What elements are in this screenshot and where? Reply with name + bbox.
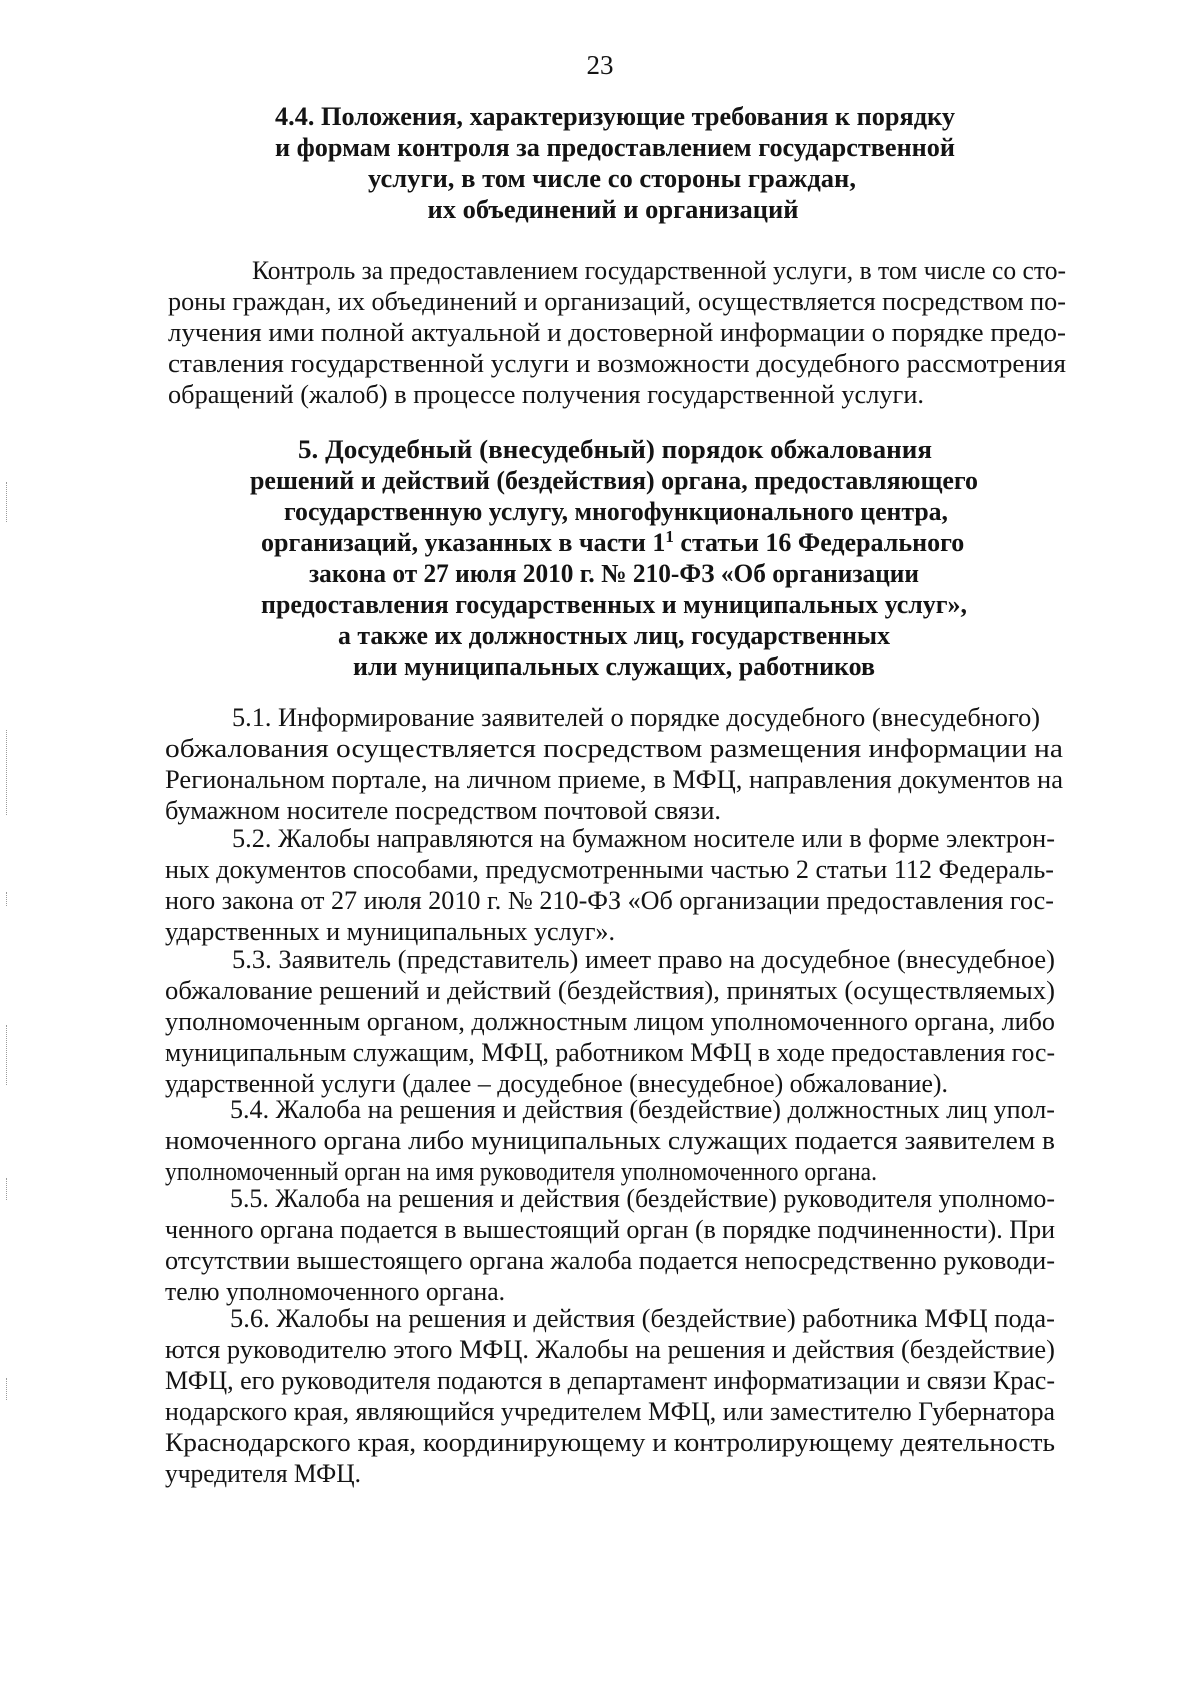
margin-scan-mark xyxy=(6,482,8,522)
paragraph-line: лучения ими полной актуальной и достоверной информации о порядке предо- xyxy=(168,318,1066,347)
margin-scan-mark xyxy=(6,1378,8,1400)
paragraph-line: ударственной услуги (далее – досудебное (внесудебное) обжалование). xyxy=(165,1069,948,1098)
paragraph-line: 5.5. Жалоба на решения и действия (бездействие) руководителя уполномо- xyxy=(230,1184,1055,1213)
paragraph-line: МФЦ, его руководителя подаются в департамент информатизации и связи Крас- xyxy=(165,1366,1055,1395)
heading-line: предоставления государственных и муниципальных услуг», xyxy=(261,590,967,619)
paragraph-line: учредителя МФЦ. xyxy=(165,1459,361,1488)
paragraph-line: обращений (жалоб) в процессе получения государственной услуги. xyxy=(168,380,924,409)
heading-line: а также их должностных лиц, государственных xyxy=(338,621,890,650)
paragraph-line: Краснодарского края, координирующему и контролирующему деятельность xyxy=(165,1428,1055,1457)
paragraph-line: 5.2. Жалобы направляются на бумажном носителе или в форме электрон- xyxy=(232,824,1055,853)
paragraph-line: ченного органа подается в вышестоящий орган (в порядке подчиненности). При xyxy=(165,1215,1055,1244)
paragraph-line: отсутствии вышестоящего органа жалоба подается непосредственно руководи- xyxy=(165,1246,1055,1275)
paragraph-line: обжалование решений и действий (бездействия), принятых (осуществляемых) xyxy=(165,976,1055,1005)
heading-text: организаций, указанных в части 1 xyxy=(261,528,666,557)
heading-line: 5. Досудебный (внесудебный) порядок обжалования xyxy=(298,435,932,464)
paragraph-line: нодарского края, являющийся учредителем МФЦ, или заместителю Губернатора xyxy=(165,1397,1055,1426)
margin-scan-mark xyxy=(6,1178,8,1200)
paragraph-line: Региональном портале, на личном приеме, в МФЦ, направления документов на xyxy=(165,765,1063,794)
paragraph-line: Контроль за предоставлением государственной услуги, в том числе со сто- xyxy=(252,256,1066,285)
page-number: 23 xyxy=(586,50,614,80)
paragraph-line: ных документов способами, предусмотренными частью 2 статьи 112 Федераль- xyxy=(165,855,1054,884)
paragraph-line: бумажном носителе посредством почтовой связи. xyxy=(165,796,721,825)
heading-line: или муниципальных служащих, работников xyxy=(353,652,875,681)
paragraph-line: телю уполномоченного органа. xyxy=(165,1277,505,1306)
heading-line: услуги, в том числе со стороны граждан, xyxy=(368,164,856,193)
paragraph-line: 5.1. Информирование заявителей о порядке досудебного (внесудебного) xyxy=(232,703,1040,732)
paragraph-line: ного закона от 27 июля 2010 г. № 210-ФЗ «Об организации предоставления гос- xyxy=(165,886,1054,915)
paragraph-line: уполномоченным органом, должностным лицом уполномоченного органа, либо xyxy=(165,1007,1055,1036)
heading-line: решений и действий (бездействия) органа, предоставляющего xyxy=(250,466,978,495)
paragraph-line: муниципальным служащим, МФЦ, работником МФЦ в ходе предоставления гос- xyxy=(165,1038,1055,1067)
heading-line-with-superscript xyxy=(261,527,965,557)
heading-line: 4.4. Положения, характеризующие требования к порядку xyxy=(275,102,955,131)
paragraph-line: ударственных и муниципальных услуг». xyxy=(165,917,615,946)
heading-text: статьи 16 Федерального xyxy=(673,528,965,557)
paragraph-line: роны граждан, их объединений и организаций, осуществляется посредством по- xyxy=(168,287,1066,316)
superscript: 1 xyxy=(665,527,674,546)
paragraph-line: 5.3. Заявитель (представитель) имеет право на досудебное (внесудебное) xyxy=(232,945,1055,974)
paragraph-line: уполномоченный орган на имя руководителя уполномоченного органа. xyxy=(165,1157,877,1186)
margin-scan-mark xyxy=(6,892,8,906)
heading-line: закона от 27 июля 2010 г. № 210-ФЗ «Об организации xyxy=(309,559,919,588)
paragraph-line: ставления государственной услуги и возможности досудебного рассмотрения xyxy=(168,349,1066,378)
heading-line: их объединений и организаций xyxy=(427,195,799,224)
heading-line: и формам контроля за предоставлением государственной xyxy=(275,133,955,162)
paragraph-line: ются руководителю этого МФЦ. Жалобы на решения и действия (бездействие) xyxy=(165,1335,1055,1364)
paragraph-line: 5.6. Жалобы на решения и действия (бездействие) работника МФЦ пода- xyxy=(230,1304,1055,1333)
heading-line: государственную услугу, многофункционального центра, xyxy=(284,497,948,526)
margin-scan-mark xyxy=(6,730,8,815)
paragraph-line: 5.4. Жалоба на решения и действия (бездействие) должностных лиц упол- xyxy=(230,1095,1055,1124)
margin-scan-mark xyxy=(6,1025,8,1085)
paragraph-line: номоченного органа либо муниципальных служащих подается заявителем в xyxy=(165,1126,1055,1155)
paragraph-line: обжалования осуществляется посредством размещения информации на xyxy=(165,734,1063,763)
